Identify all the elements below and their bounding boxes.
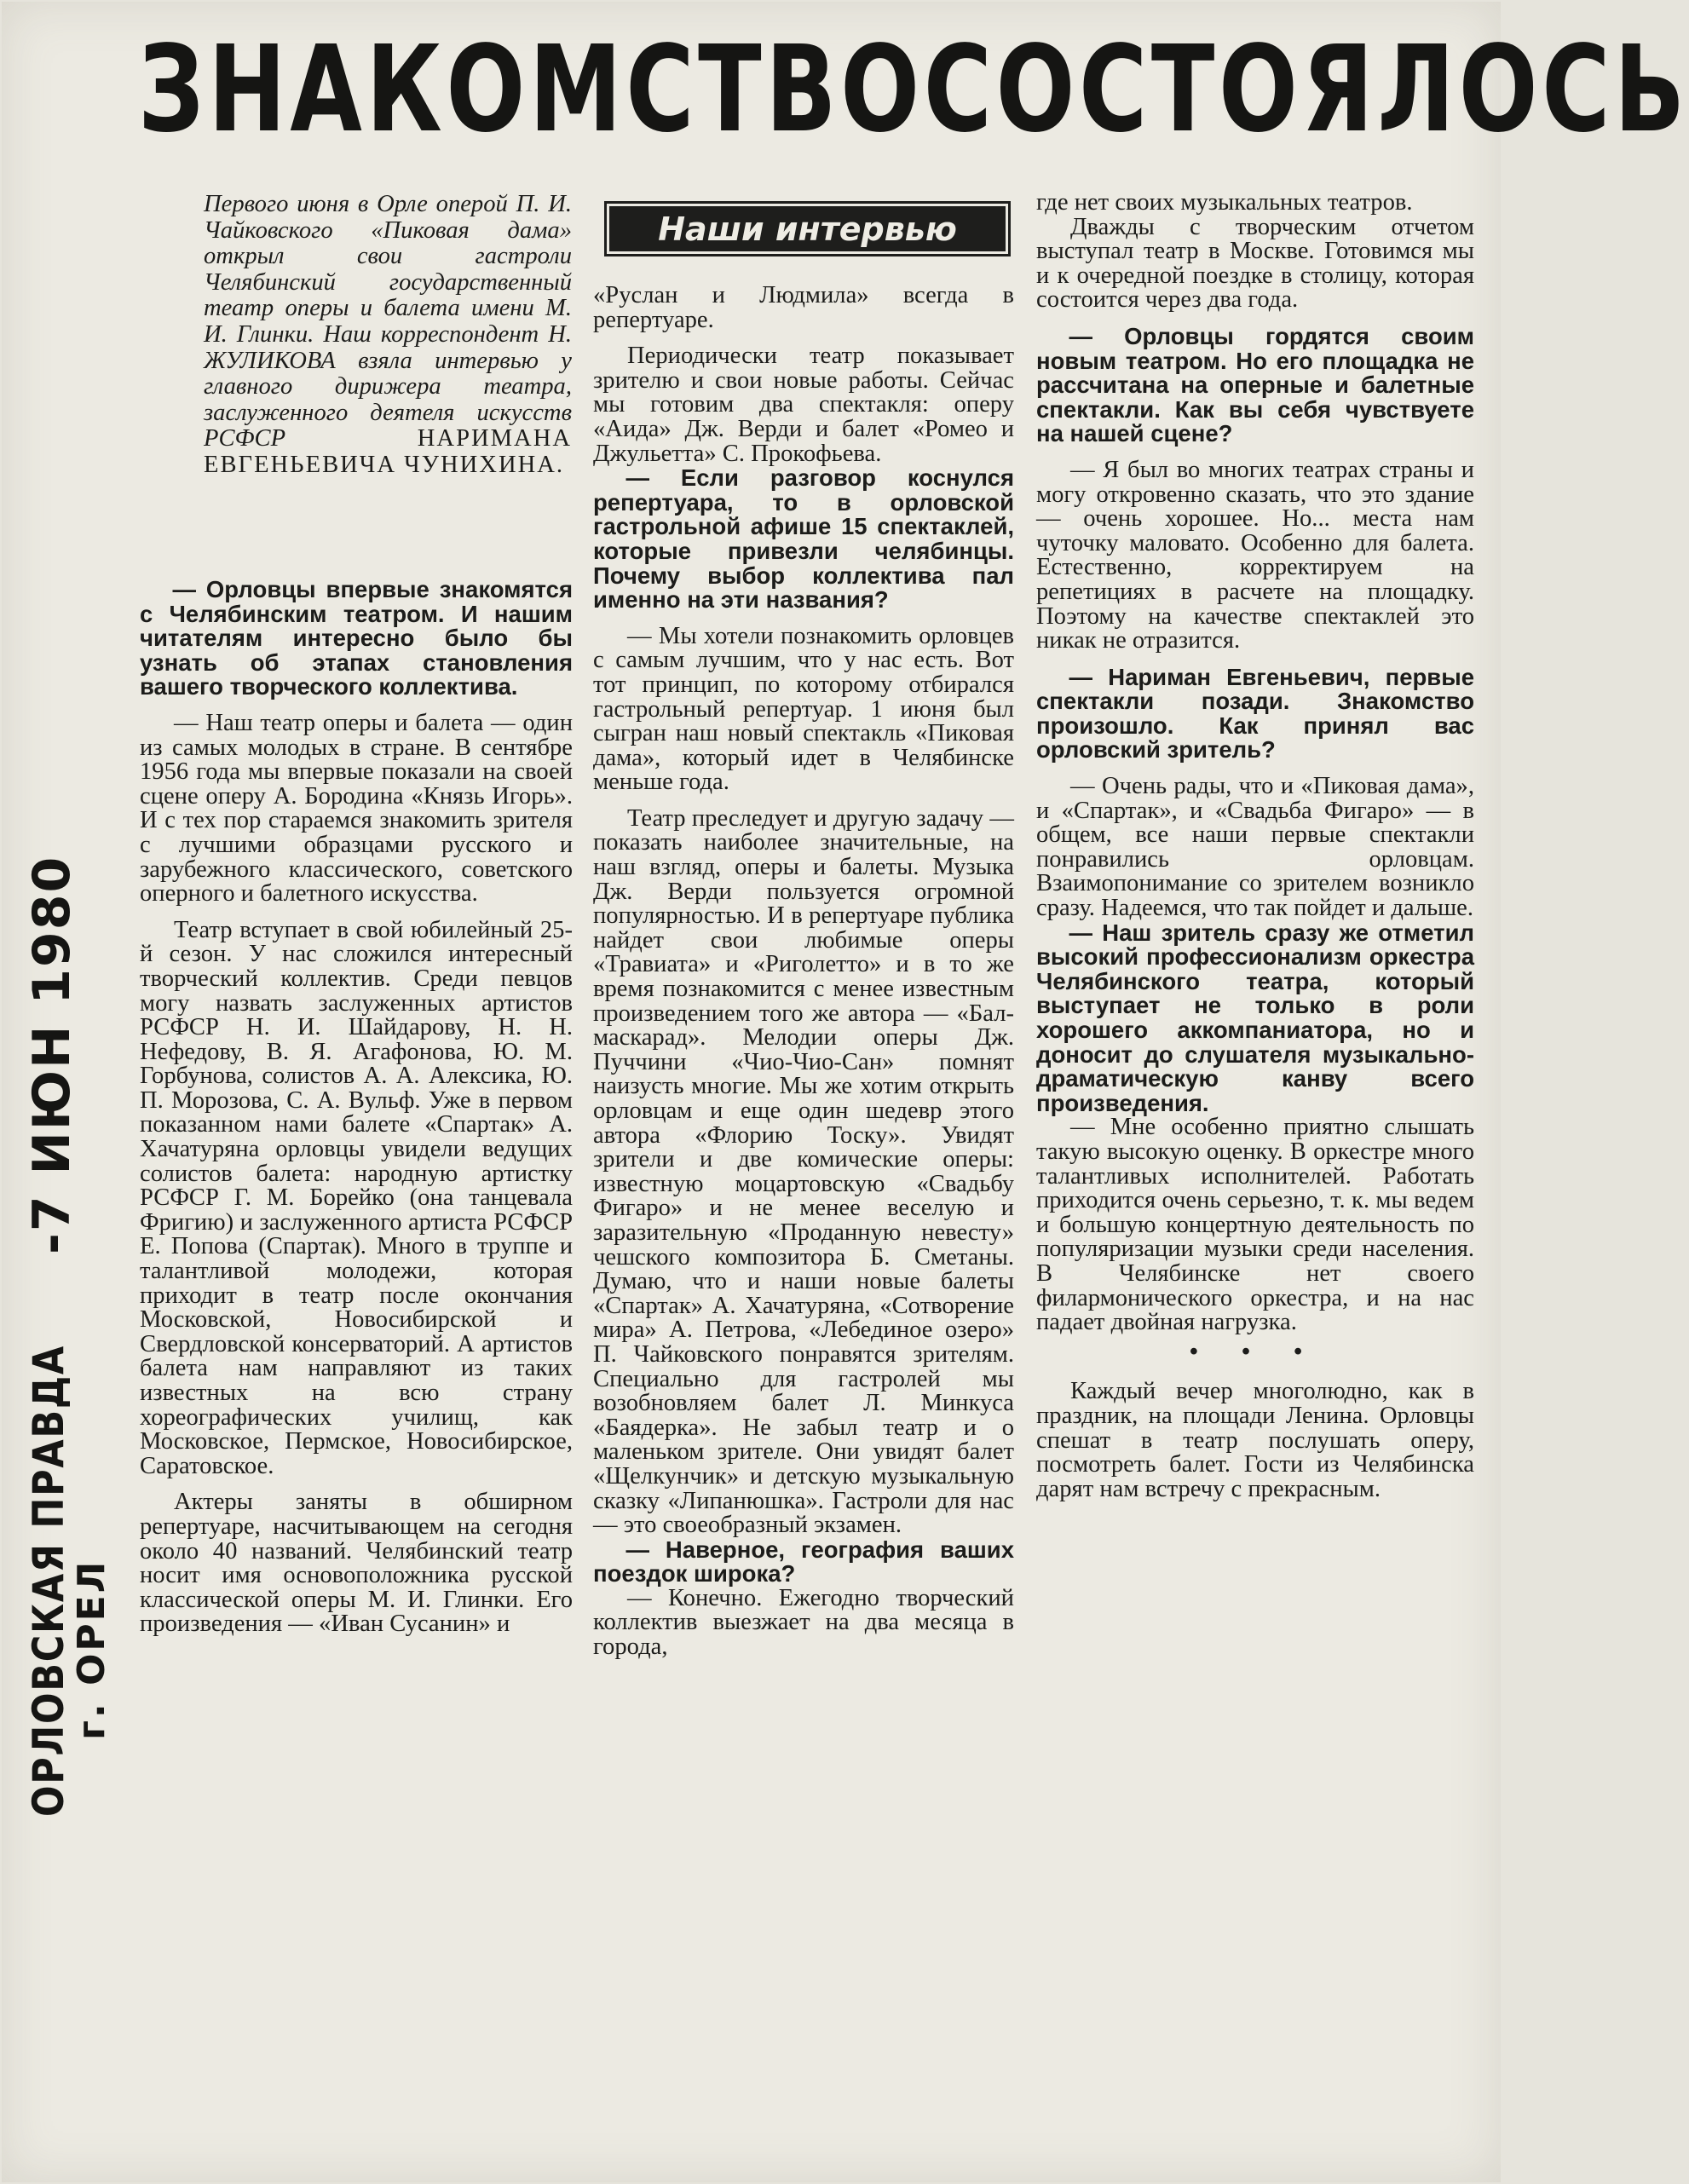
section-separator: • • • [1189, 1338, 1322, 1365]
column-2 [593, 284, 1014, 1660]
newspaper-name: ОРЛОВСКАЯ ПРАВДА [24, 1345, 73, 1817]
answer-paragraph: Театр преследует и другую задачу — показать наиболее значительные, на наш взгляд, оперы и балеты. Музыка Дж. Верди пользуется огромной популярностью. И в репертуаре публика найдет свои любимые оперы «Травиата» и «Риголетто» и в то же время познакомится с менее известным произведением того же автора — «Бал-маскарад». Мелодии оперы Дж. Пуччини «Чио-Чио-Сан» помнят наизусть многие. Мы же хотим открыть орловцам и еще один шедевр этого автора «Флорию Тоску». Увидят зрители и две комические оперы: известную моцартовскую «Свадьбу Фигаро» и не менее веселую и заразительную «Проданную невесту» чешского композитора Б. Сметаны. Думаю, что и наши новые балеты «Спартак» А. Хачатуряна, «Сотворение мира» А. Петрова, «Лебединое озеро» П. Чайковского понравятся зрителям. Специально для гастролей мы возобновляем балет Л. Минкуса «Баядерка». Не забыл театр и о маленьком зрителе. Они увидят балет «Щелкунчик» и детскую музыкальную сказку «Липанюшка». Гастроли для нас — это своеобразный экзамен. [593, 804, 1014, 1539]
question-paragraph: — Орловцы гордятся своим новым театром. Но его площадка не рассчитана на оперные и балетные спектакли. Как вы себя чувствуете на нашей сцене? [1036, 322, 1474, 447]
question-paragraph: — Орловцы впервые знакомятся с Челябинским театром. И нашим читателям интересно было бы узнать об этапах становления вашего творческого коллектива. [140, 576, 573, 700]
newspaper-city: г. ОРЕЛ [70, 1559, 113, 1740]
headline-word-1: ЗНАКОМСТВО [138, 20, 924, 159]
closing-paragraph: Каждый вечер многолюдно, как в праздник, на площади Ленина. Орловцы спешат в театр послушать оперу, посмотреть балет. Гости из Челябинска дарят нам встречу с прекрасным. [1036, 1378, 1474, 1502]
question-paragraph: — Если разговор коснулся репертуара, то в орловской гастрольной афише 15 спектаклей, которые привезли челябинцы. Почему выбор коллектива пал именно на эти названия? [593, 464, 1014, 614]
column-3 [1036, 191, 1474, 1501]
question-paragraph: — Нариман Евгеньевич, первые спектакли позади. Знакомство произошло. Как принял вас орловский зритель? [1036, 663, 1474, 764]
newspaper-clipping [2, 2, 1689, 2182]
date-stamp: -7 ИЮН 1980 [22, 855, 82, 1254]
answer-paragraph: — Конечно. Ежегодно творческий коллектив выезжает на два месяца в города, [593, 1584, 1014, 1661]
headline [138, 17, 1689, 162]
answer-paragraph: — Наш театр оперы и балета — один из самых молодых в стране. В сентябре 1956 года мы впервые показали на своей сцене оперу А. Бородина «Князь Игорь». И с тех пор стараемся знакомить зрителя с лучшими образцами русского и зарубежного классического, советского оперного и балетного искусства. [140, 709, 573, 908]
answer-paragraph: — Я был во многих театрах страны и могу откровенно сказать, что это здание — очень хорошее. Но... места нам чуточку маловато. Особенно для балета. Естественно, корректируем на репетициях в расчете на площадку. Поэтому на качестве спектаклей это никак не отразится. [1036, 456, 1474, 654]
text-paragraph: Периодически театр показывает зрителю и свои новые работы. Сейчас мы готовим два спектакля: оперу «Аида» Дж. Верди и балет «Ромео и Джульетта» С. Прокофьева. [593, 343, 1014, 467]
headline-word-2: СОСТОЯЛОСЬ [923, 20, 1689, 159]
question-paragraph: — Наверное, география ваших поездок широка? [593, 1536, 1014, 1588]
section-banner: Наши интервью [607, 204, 1008, 254]
answer-paragraph: — Мы хотели познакомить орловцев с самым лучшим, что у нас есть. Вот тот принцип, по которому отбирался гастрольный репертуар. 1 июня был сыгран наш новый спектакль «Пиковая дама», который идет в Челябинске меньше года. [593, 622, 1014, 796]
text-paragraph: «Руслан и Людмила» всегда в репертуаре. [593, 282, 1014, 333]
answer-paragraph: — Мне особенно приятно слышать такую высокую оценку. В оркестре много талантливых исполнителей. Работать приходится очень серьезно, т. к. мы ведем и большую концертную деятельность по популяризации музыки среди населения. В Челябинске нет своего филармонического оркестра, и на нас падает двойная нагрузка. [1036, 1114, 1474, 1336]
answer-paragraph: Театр вступает в свой юбилейный 25-й сезон. У нас сложился интересный творческий коллектив. Среди певцов могу назвать заслуженных артистов РСФСР Н. И. Шайдарову, Н. Н. Нефедову, В. Я. Агафонова, Ю. М. Горбунова, солистов А. А. Алексика, Ю. П. Морозова, С. А. Вульф. Уже в первом показанном нами балете «Спартак» А. Хачатуряна орловцы увидели ведущих солистов балета: народную артистку РСФСР Г. М. Борейко (она танцевала Фригию) и заслуженного артиста РСФСР Е. Попова (Спартак). Много в труппе и талантливой молодежи, которая приходит в театр после окончания Московской, Новосибирской и Свердловской консерваторий. А артистов балета нам направляют из таких известных на всю страну хореографических училищ, как Московское, Пермское, Новосибирское, Саратовское. [140, 916, 573, 1479]
source-stamp [17, 855, 113, 1817]
column-1 [140, 578, 573, 1637]
article-lead [204, 192, 572, 479]
interviewee-name: НАРИМАНА ЕВГЕНЬЕВИЧА ЧУНИХИНА. [204, 425, 572, 478]
question-paragraph: — Наш зритель сразу же отметил высокий профессионализм оркестра Челябинского театра, который выступает не только в роли хорошего аккомпаниатора, но и доносит до слушателя музыкально-драматическую канву всего произведения. [1036, 919, 1474, 1116]
answer-paragraph: Актеры заняты в обширном репертуаре, насчитывающем на сегодня около 40 названий. Челябинский театр носит имя основоположника русской классической оперы М. И. Глинки. Его произведения — «Иван Сусанин» и [140, 1489, 573, 1638]
answer-paragraph: — Очень рады, что и «Пиковая дама», и «Спартак», и «Свадьба Фигаро» — в общем, все наши первые спектакли понравились орловцам. Взаимопонимание со зрителем возникло сразу. Надеемся, что так пойдет и дальше. [1036, 773, 1474, 922]
text-paragraph: где нет своих музыкальных театров. [1036, 189, 1413, 216]
text-paragraph: Дважды с творческим отчетом выступал театр в Москве. Готовимся мы и к очередной поездке в столицу, которая состоится через два года. [1036, 213, 1474, 314]
lead-text: Первого июня в Орле оперой П. И. Чайковского «Пиковая дама» открыл свои гастроли Челябинский государственный театр оперы и балета имени М. И. Глинки. Наш корреспондент Н. ЖУЛИКОВА взяла интервью у главного дирижера театра, заслуженного деятеля искусств РСФСР [204, 191, 572, 452]
